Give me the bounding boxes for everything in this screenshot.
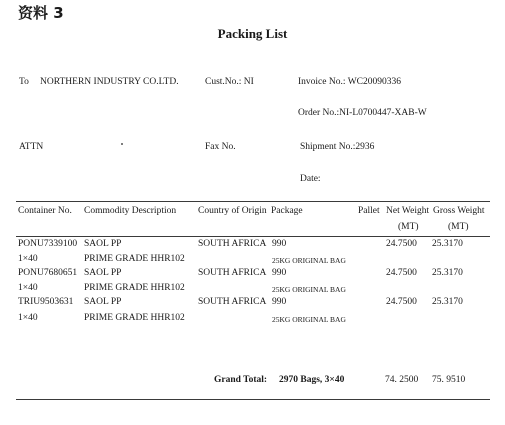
table-bottom-rule: [16, 399, 490, 400]
col-gross-weight: Gross Weight: [433, 206, 485, 216]
row-container-no: PONU7680651: [18, 268, 78, 278]
row-container-no: PONU7339100: [18, 239, 78, 249]
row-net-weight: 24.7500: [386, 239, 417, 249]
to-value: NORTHERN INDUSTRY CO.LTD.: [40, 77, 179, 87]
stray-mark: [121, 143, 123, 145]
document-heading: 资料 3: [18, 4, 64, 22]
to-label: To: [19, 77, 29, 87]
table-top-rule: [16, 201, 490, 202]
row-commodity-grade: PRIME GRADE HHR102: [84, 313, 185, 323]
row-commodity: SAOL PP: [84, 239, 122, 249]
row-container-size: 1×40: [18, 283, 38, 293]
order-no: Order No.:NI-L0700447-XAB-W: [298, 108, 427, 118]
row-net-weight: 24.7500: [386, 297, 417, 307]
table-header-rule: [16, 236, 490, 237]
row-gross-weight: 25.3170: [432, 268, 463, 278]
date-label: Date:: [300, 174, 321, 184]
row-container-size: 1×40: [18, 313, 38, 323]
row-country: SOUTH AFRICA: [198, 297, 267, 307]
row-country: SOUTH AFRICA: [198, 268, 267, 278]
shipment-no: Shipment No.:2936: [300, 142, 375, 152]
row-package-type: 25KG ORIGINAL BAG: [272, 285, 346, 294]
row-commodity: SAOL PP: [84, 297, 122, 307]
row-package-count: 990: [272, 239, 287, 249]
row-container-size: 1×40: [18, 254, 38, 264]
col-gross-unit: (MT): [448, 222, 469, 232]
row-commodity: SAOL PP: [84, 268, 122, 278]
row-package-count: 990: [272, 297, 287, 307]
cust-no: Cust.No.: NI: [205, 77, 254, 87]
row-gross-weight: 25.3170: [432, 297, 463, 307]
row-container-no: TRIU9503631: [18, 297, 74, 307]
row-country: SOUTH AFRICA: [198, 239, 267, 249]
col-country: Country of Origin: [198, 206, 267, 216]
col-container-no: Container No.: [18, 206, 72, 216]
fax-no: Fax No.: [205, 142, 236, 152]
row-package-type: 25KG ORIGINAL BAG: [272, 256, 346, 265]
grand-total-bags: 2970 Bags, 3×40: [279, 375, 345, 385]
row-package-type: 25KG ORIGINAL BAG: [272, 315, 346, 324]
col-commodity: Commodity Description: [84, 206, 177, 216]
row-net-weight: 24.7500: [386, 268, 417, 278]
grand-total-gross: 75. 9510: [432, 375, 466, 385]
grand-total-net: 74. 2500: [385, 375, 419, 385]
col-pallet: Pallet: [358, 206, 380, 216]
invoice-no: Invoice No.: WC20090336: [298, 77, 401, 87]
row-commodity-grade: PRIME GRADE HHR102: [84, 283, 185, 293]
grand-total-label: Grand Total:: [214, 375, 268, 385]
row-package-count: 990: [272, 268, 287, 278]
page-title: Packing List: [217, 26, 288, 41]
row-commodity-grade: PRIME GRADE HHR102: [84, 254, 185, 264]
col-package: Package: [271, 206, 303, 216]
col-net-unit: (MT): [398, 222, 419, 232]
attn-label: ATTN: [19, 142, 44, 152]
row-gross-weight: 25.3170: [432, 239, 463, 249]
col-net-weight: Net Weight: [386, 206, 430, 216]
